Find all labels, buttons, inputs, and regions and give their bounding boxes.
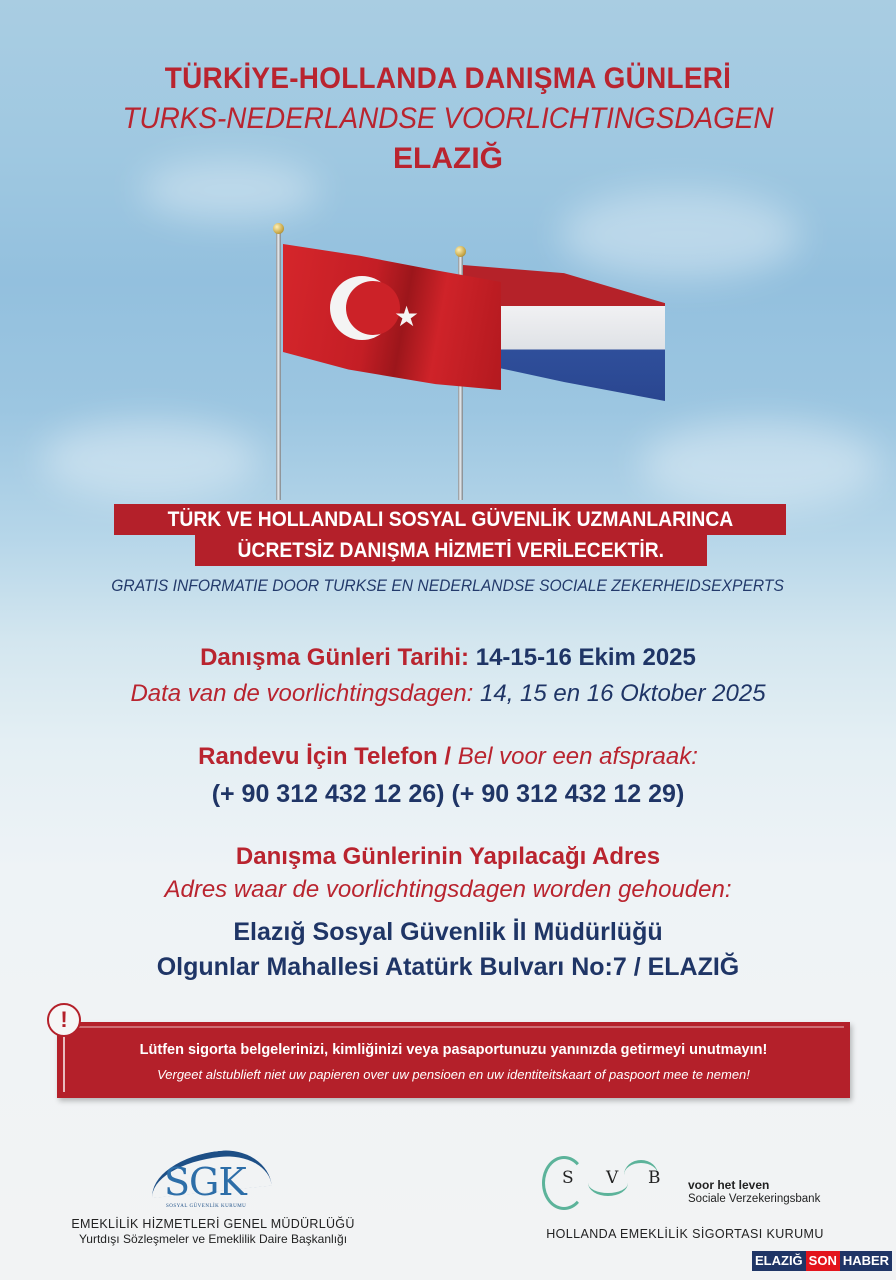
dates-label-tr: Danışma Günleri Tarihi: bbox=[200, 644, 470, 671]
cloud-decoration bbox=[560, 190, 800, 280]
phone-label-nl: Bel voor een afspraak: bbox=[457, 743, 698, 770]
flagpole-finial-right bbox=[455, 246, 466, 257]
banner-line-2 bbox=[195, 535, 707, 566]
notice-divider-top bbox=[64, 1026, 844, 1028]
sgk-logo-subtext: SOSYAL GÜVENLİK KURUMU bbox=[166, 1204, 247, 1209]
banner-line-1 bbox=[114, 504, 786, 535]
notice-text-nl: Vergeet alstublieft niet uw papieren over uw pensioen en uw identiteitskaart of paspoort mee te nemen! bbox=[157, 1067, 750, 1082]
sgk-subdepartment: Yurtdışı Sözleşmeler ve Emeklilik Daire Başkanlığı bbox=[78, 1232, 348, 1246]
title-turkish: TÜRKİYE-HOLLANDA DANIŞMA GÜNLERİ bbox=[164, 62, 732, 95]
news-watermark bbox=[752, 1251, 892, 1271]
crescent-cutout bbox=[346, 281, 400, 335]
address-heading-tr: Danışma Günlerinin Yapılacağı Adres bbox=[235, 843, 661, 870]
phone-numbers: (+ 90 312 432 12 26) (+ 90 312 432 12 29) bbox=[211, 780, 685, 808]
svb-logo bbox=[540, 1152, 680, 1212]
dates-value-nl: 14, 15 en 16 Oktober 2025 bbox=[480, 680, 766, 707]
banner-line-2-text: ÜCRETSİZ DANIŞMA HİZMETİ VERİLECEKTİR. bbox=[237, 539, 665, 562]
address-line-2: Olgunlar Mahallesi Atatürk Bulvarı No:7 / ELAZIĞ bbox=[156, 953, 740, 981]
star-icon: ★ bbox=[394, 301, 420, 332]
title-city: ELAZIĞ bbox=[393, 142, 503, 175]
watermark-part-3: HABER bbox=[840, 1251, 892, 1271]
title-dutch: TURKS-NEDERLANDSE VOORLICHTINGSDAGEN bbox=[122, 102, 774, 135]
banner-subtitle-text: GRATIS INFORMATIE DOOR TURKSE EN NEDERLANDSE SOCIALE ZEKERHEIDSEXPERTS bbox=[111, 576, 785, 595]
banner-subtitle-dutch bbox=[0, 576, 896, 596]
cloud-decoration bbox=[40, 420, 260, 500]
phone-heading bbox=[0, 743, 896, 771]
dates-value-tr: 14-15-16 Ekim 2025 bbox=[475, 644, 696, 671]
watermark-part-2: SON bbox=[806, 1251, 840, 1271]
sgk-department: EMEKLİLİK HİZMETLERİ GENEL MÜDÜRLÜĞÜ bbox=[71, 1217, 355, 1231]
notice-text-tr: Lütfen sigorta belgelerinizi, kimliğinizi veya pasaportunuzu yanınızda getirmeyi unutmayın! bbox=[139, 1042, 768, 1058]
dates-label-nl: Data van de voorlichtingsdagen: bbox=[130, 680, 474, 707]
address-line-1: Elazığ Sosyal Güvenlik İl Müdürlüğü bbox=[233, 918, 663, 946]
dates-dutch bbox=[0, 680, 896, 708]
cloud-decoration bbox=[640, 420, 880, 510]
sgk-logo-text: SGK bbox=[164, 1160, 246, 1204]
exclamation-icon: ! bbox=[47, 1003, 81, 1037]
sgk-logo bbox=[150, 1152, 270, 1212]
svb-institution: HOLLANDA EMEKLİLİK SİGORTASI KURUMU bbox=[546, 1227, 824, 1241]
reminder-notice bbox=[57, 1022, 850, 1098]
svb-letter-s: S bbox=[562, 1168, 574, 1188]
svb-tagline: voor het leven bbox=[688, 1178, 770, 1192]
svb-name: Sociale Verzekeringsbank bbox=[688, 1193, 821, 1205]
notice-divider-left bbox=[63, 1030, 65, 1092]
address-heading-nl: Adres waar de voorlichtingsdagen worden gehouden: bbox=[164, 876, 732, 903]
svb-letter-v: V bbox=[606, 1168, 619, 1188]
dates-turkish bbox=[0, 644, 896, 672]
flagpole-left bbox=[276, 232, 281, 500]
svb-letter-b: B bbox=[648, 1168, 661, 1188]
flagpole-finial-left bbox=[273, 223, 284, 234]
watermark-part-1: ELAZIĞ bbox=[752, 1251, 806, 1271]
phone-label-tr: Randevu İçin Telefon / bbox=[198, 743, 452, 770]
banner-line-1-text: TÜRK VE HOLLANDALI SOSYAL GÜVENLİK UZMANLARINCA bbox=[167, 508, 733, 531]
